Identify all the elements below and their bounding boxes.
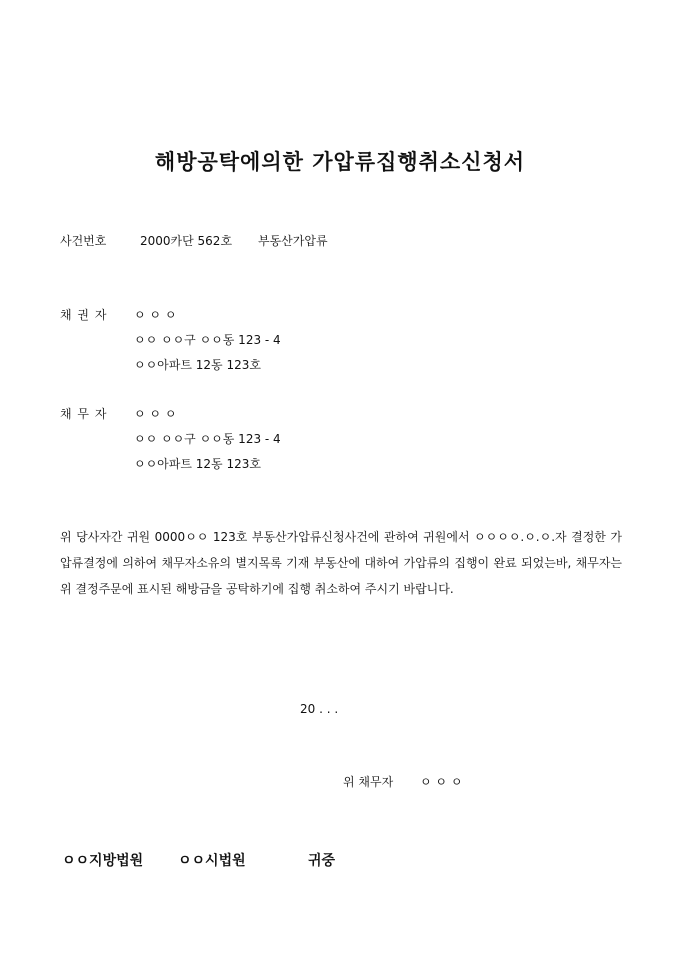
city-court: ㅇㅇ시법원 [178,853,246,869]
addressee-suffix: 귀중 [308,853,336,869]
case-number-label: 사건번호 [60,234,107,248]
case-number-value: 2000카단 562호 [140,234,233,248]
signature-label: 위 채무자 [343,775,394,789]
debtor-address-line2: ㅇㅇ아파트 12동 123호 [134,457,261,471]
district-court: ㅇㅇ지방법원 [62,853,144,869]
request-body: 위 당사자간 귀원 0000ㅇㅇ 123호 부동산가압류신청사건에 관하여 귀원에서 ㅇㅇㅇㅇ.ㅇ.ㅇ.자 결정한 가압류결정에 의하여 채무자소유의 별지목록 기재 부동산에 대하여 가압류의 집행이 완료 되었는바, 채무자는 위 결정주문에 표시된 해방금을 공탁하기에 집행 취소하여 주시기 바랍니다. [60,530,622,596]
creditor-label: 채 권 자 [60,308,108,322]
case-type: 부동산가압류 [258,234,328,248]
debtor-label: 채 무 자 [60,407,108,421]
creditor-name: ㅇ ㅇ ㅇ [134,308,177,322]
date-line: 20 . . . [300,702,339,716]
document-title: 해방공탁에의한 가압류집행취소신청서 [154,149,526,174]
signature-name: ㅇ ㅇ ㅇ [420,775,463,789]
creditor-address-line2: ㅇㅇ아파트 12동 123호 [134,358,261,372]
creditor-address-line1: ㅇㅇ ㅇㅇ구 ㅇㅇ동 123 - 4 [134,333,281,347]
debtor-address-line1: ㅇㅇ ㅇㅇ구 ㅇㅇ동 123 - 4 [134,432,281,446]
debtor-name: ㅇ ㅇ ㅇ [134,407,177,421]
